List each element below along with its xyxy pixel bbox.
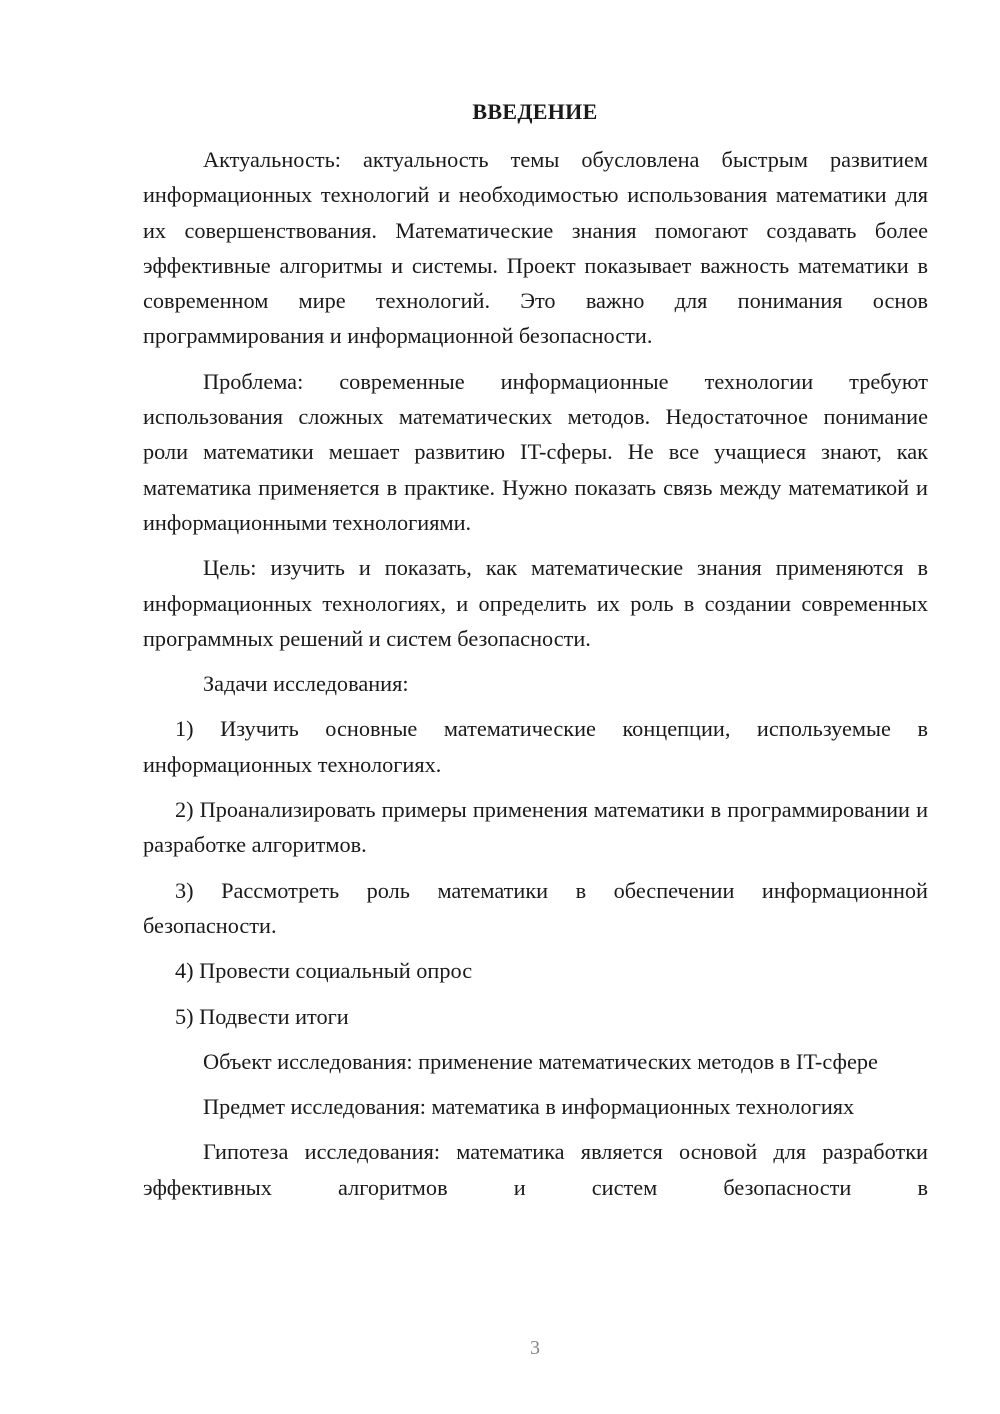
task-item-1: 1) Изучить основные математические концепции, используемые в информационных технологиях. — [143, 716, 928, 777]
task-item-2: 2) Проанализировать примеры применения математики в программировании и разработке алгоритмов. — [143, 797, 928, 858]
paragraph-object: Объект исследования: применение математических методов в IT-сфере — [203, 1048, 878, 1074]
task-item-3: 3) Рассмотреть роль математики в обеспечении информационной безопасности. — [143, 877, 928, 938]
paragraph-subject: Предмет исследования: математика в информационных технологиях — [203, 1094, 855, 1120]
document-body — [143, 142, 928, 1215]
paragraph-problem: Проблема: современные информационные технологии требуют использования сложных математических методов. Недостаточное понимание роли математики мешает развитию IT-сферы. Не все учащиеся знают, как математика применяется в практике. Нужно показать связь между математикой и информационными технологиями. — [143, 368, 928, 535]
paragraph-relevance: Актуальность: актуальность темы обусловлена быстрым развитием информационных технологий и необходимостью использования математики для их совершенствования. Математические знания помогают создавать более эффективные алгоритмы и системы. Проект показывает важность математики в современном мире технологий. Это важно для понимания основ программирования и информационной безопасности. — [143, 147, 928, 349]
tasks-heading: Задачи исследования: — [203, 671, 409, 697]
section-title: ВВЕДЕНИЕ — [472, 99, 598, 124]
task-item-5: 5) Подвести итоги — [175, 1003, 349, 1029]
paragraph-goal: Цель: изучить и показать, как математические знания применяются в информационных технологиях, и определить их роль в создании современных программных решений и систем безопасности. — [143, 555, 928, 651]
task-item-4: 4) Провести социальный опрос — [175, 958, 473, 984]
paragraph-hypothesis: Гипотеза исследования: математика является основой для разработки эффективных алгоритмов и систем безопасности в — [143, 1139, 928, 1200]
page-number: 3 — [530, 1337, 540, 1359]
